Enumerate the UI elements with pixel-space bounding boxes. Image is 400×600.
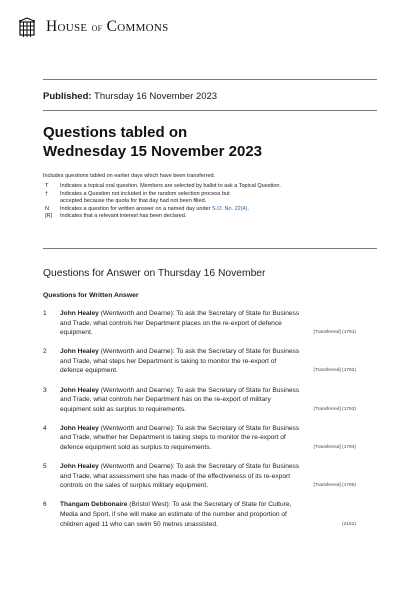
member-name: John Healey [60, 386, 99, 394]
question-text: To ask the Secretary of State for Business [176, 463, 300, 471]
org-name-of: of [91, 20, 103, 34]
legend-item [43, 198, 363, 206]
org-name-prefix: House [46, 18, 88, 35]
question-number: 5 [43, 463, 47, 471]
member-name: John Healey [60, 424, 99, 432]
published-line [43, 91, 217, 102]
question-body [60, 500, 356, 529]
section-heading: Questions for Answer on Thursday 16 November [43, 268, 266, 279]
divider-legend [43, 248, 377, 249]
org-name-suffix: Commons [106, 18, 169, 35]
question-number: 3 [43, 386, 47, 394]
divider-top [43, 79, 377, 80]
member-constituency: (Wentworth and Dearne): [100, 348, 175, 356]
question-body [60, 462, 356, 491]
published-label: Published: [43, 91, 92, 102]
page-title-line1: Questions tabled on [43, 124, 188, 141]
question-text: and Trade, what controls her Department places on the re-export of defence [60, 319, 282, 327]
question-item [43, 424, 356, 453]
question-reference: [Transferred] (1791) [313, 330, 356, 336]
member-constituency: (Wentworth and Dearne): [100, 424, 175, 432]
question-number: 1 [43, 310, 47, 317]
question-item [43, 309, 356, 338]
legend-symbol [43, 198, 60, 206]
org-name [46, 18, 169, 36]
member-name: John Healey [60, 348, 99, 356]
question-text: and Trade, what steps her Department is taking to monitor the re-export of [60, 357, 277, 365]
question-item [43, 500, 356, 529]
question-line [60, 386, 356, 396]
question-item [43, 462, 356, 491]
question-number: 2 [43, 348, 47, 356]
member-name: John Healey [60, 463, 99, 471]
question-line [60, 500, 356, 510]
question-text: and Trade, what assessment she has made of the effectiveness of its re-export [60, 472, 291, 480]
question-body [60, 424, 356, 453]
question-number: 6 [43, 501, 47, 509]
legend-text: accepted because the quota for that day had not been filled. [60, 198, 207, 204]
question-text: To ask the Secretary of State for Business [176, 424, 300, 432]
legend-item [43, 191, 363, 199]
divider-published [43, 110, 377, 111]
question-text: and Trade, whether her Department is taking steps to monitor the re-export of [60, 434, 286, 442]
standing-order-link[interactable]: S.O. No. 22(4) [211, 205, 248, 212]
question-text: controls on the sales of surplus military equipment. [60, 482, 209, 490]
question-reference: [Transferred] (1795) [313, 483, 356, 489]
member-name: John Healey [60, 310, 99, 317]
question-list [43, 309, 356, 529]
question-line [60, 347, 356, 357]
question-text: To ask the Secretary of State for Business [176, 386, 300, 394]
question-line [60, 462, 356, 472]
legend-item [43, 183, 363, 191]
member-constituency: (Wentworth and Dearne): [100, 463, 175, 471]
legend-item [43, 213, 363, 221]
question-reference: (2162) [342, 521, 356, 527]
question-text: children aged 11 who can swim 50 metres unassisted. [60, 520, 218, 528]
question-item [43, 386, 356, 415]
legend-text: Indicates a Question not included in the random selection process but [60, 190, 230, 197]
question-text: defence equipment. [60, 367, 118, 375]
member-name: Thangam Debbonaire [60, 501, 128, 509]
question-reference: [Transferred] (1792) [313, 368, 356, 374]
published-date: Thursday 16 November 2023 [94, 91, 218, 102]
question-body [60, 309, 356, 338]
section-subheading: Questions for Written Answer [43, 292, 139, 299]
question-text: Media and Sport, if she will make an estimate of the number and proportion of [60, 511, 287, 518]
question-item [43, 347, 356, 376]
legend-text: Indicates a question for written answer on a named day under [60, 205, 211, 212]
page-title [43, 123, 262, 161]
legend-item [43, 206, 363, 214]
question-line [60, 309, 356, 319]
member-constituency: (Wentworth and Dearne): [100, 386, 175, 394]
question-reference: [Transferred] (1793) [313, 406, 356, 412]
question-body [60, 386, 356, 415]
header [17, 16, 169, 38]
legend-text: Indicates a topical oral question. Members are selected by ballot to ask a Topical Question. [60, 183, 281, 189]
question-body [60, 347, 356, 376]
question-text: equipment sold as surplus to requirements. [60, 405, 187, 413]
question-text: equipment. [60, 329, 93, 337]
question-text: defence equipment sold as surplus to requirements. [60, 444, 212, 452]
question-text: and Trade, what controls her Department has on the re-export of military [60, 396, 271, 404]
question-reference: [Transferred] (1794) [313, 445, 356, 451]
legend-text: Indicates that a relevant interest has been declared. [60, 213, 187, 219]
question-number: 4 [43, 424, 47, 432]
intro-text: Includes questions tabled on earlier days which have been transferred. [43, 173, 216, 179]
question-text: To ask the Secretary of State for Culture, [172, 501, 292, 509]
member-constituency: (Wentworth and Dearne): [100, 310, 175, 317]
member-constituency: (Bristol West): [129, 501, 171, 509]
legend-text-end: . [247, 205, 249, 212]
page-title-line2: Wednesday 15 November 2023 [43, 143, 263, 160]
portcullis-logo-icon [17, 16, 37, 38]
question-text: To ask the Secretary of State for Business [176, 310, 300, 317]
question-line [60, 424, 356, 434]
legend [43, 183, 363, 221]
legend-symbol: T [45, 183, 49, 189]
legend-symbol: [R] [45, 213, 53, 219]
legend-symbol: N [45, 205, 49, 212]
legend-text-with-link [60, 206, 363, 214]
legend-symbol: † [45, 190, 49, 197]
question-text: To ask the Secretary of State for Business [176, 348, 300, 356]
